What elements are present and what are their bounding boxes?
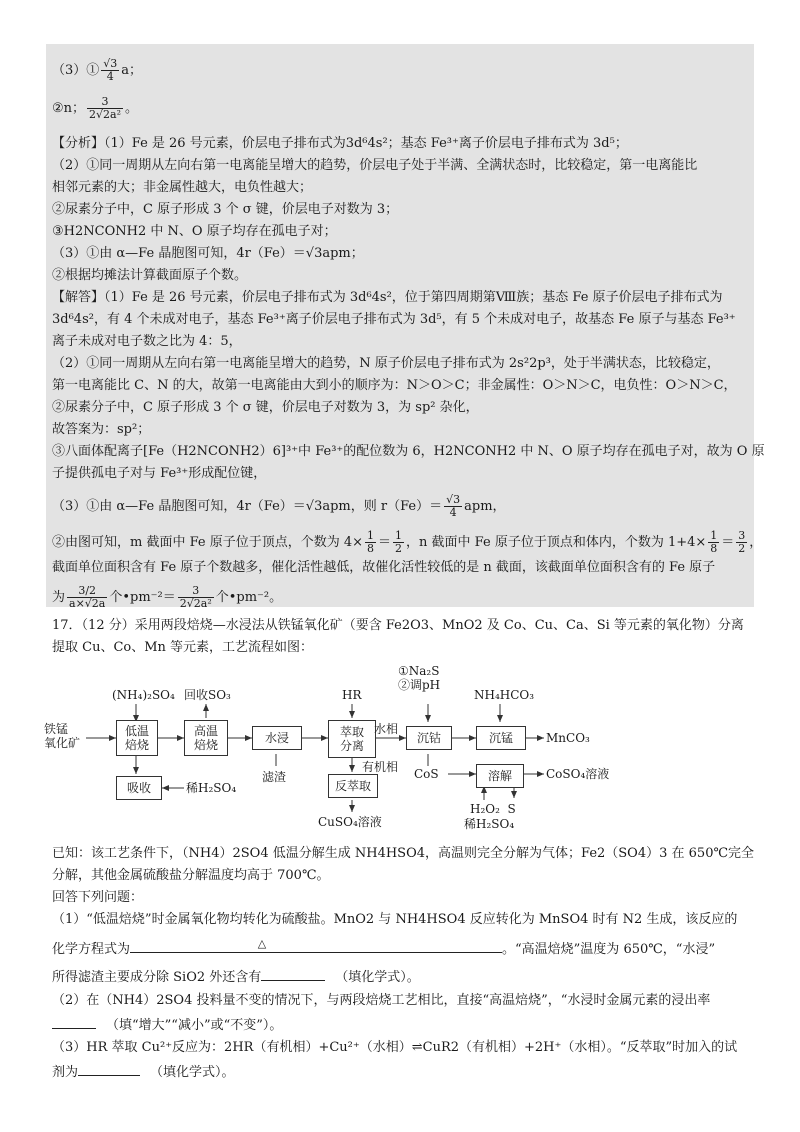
analysis-line: ②尿素分子中，C 原子形成 3 个 σ 键，价层电子对数为 3； bbox=[52, 202, 399, 217]
answer-3-2 bbox=[52, 96, 138, 121]
answer-blank[interactable] bbox=[130, 940, 250, 953]
text: （填化学式）。 bbox=[335, 970, 420, 985]
nh4hco3-label: NH₄HCO₃ bbox=[474, 688, 535, 702]
text: ②n； bbox=[52, 101, 86, 116]
solution-line: 子提供孤电子对与 Fe³⁺形成配位键， bbox=[52, 466, 267, 481]
extraction-separation-box: 萃取 分离 bbox=[328, 720, 376, 758]
text: ，n 截面中 Fe 原子位于顶点和体内，个数为 1+4× bbox=[406, 535, 707, 550]
analysis-line: 相邻元素的大；非金属性越大，电负性越大； bbox=[52, 180, 313, 195]
frac-num: √3 bbox=[103, 57, 118, 70]
answer-blank[interactable] bbox=[274, 940, 502, 953]
text: 化学方程式为 bbox=[52, 942, 131, 957]
fraction bbox=[101, 58, 119, 83]
back-extraction-box: 反萃取 bbox=[328, 774, 378, 798]
frac-den: 4 bbox=[106, 70, 114, 83]
text: ＝ bbox=[721, 535, 735, 550]
adjust-ph-label: ②调pH bbox=[398, 678, 441, 692]
question-3-blank-line bbox=[52, 1063, 235, 1081]
frac-num: 1 bbox=[395, 529, 403, 542]
question-2-line: （2）在（NH4）2SO4 投料量不变的情况下，与两段焙烧工艺相比，直接“高温焙烧”，“水浸时金属元素的浸出率 bbox=[52, 993, 711, 1008]
solution-line: （2）①同一周期从左向右第一电离能呈增大的趋势，N 原子价层电子排布式为 2s²2p³，处于半满状态，比较稳定， bbox=[52, 356, 720, 371]
fraction bbox=[365, 530, 376, 555]
text: 个•pm⁻²＝ bbox=[109, 590, 176, 605]
text: 所得滤渣主要成分除 SiO2 外还含有 bbox=[52, 970, 262, 985]
answer-3-1 bbox=[52, 58, 142, 83]
frac-num: 3 bbox=[87, 96, 123, 109]
analysis-line: 【分析】（1）Fe 是 26 号元素，价层电子排布式为3d⁶4s²；基态 Fe³⁺离子价层电子排布式为 3d⁵； bbox=[52, 136, 628, 151]
text: 。 bbox=[125, 101, 139, 116]
absorption-box: 吸收 bbox=[116, 776, 162, 800]
text: apm， bbox=[464, 499, 506, 514]
text: 个•pm⁻²。 bbox=[215, 590, 283, 605]
known-line: 已知：该工艺条件下，（NH4）2SO4 低温分解生成 NH4HSO4，高温则完全分解为气体；Fe2（SO4）3 在 650℃完全 bbox=[52, 846, 755, 861]
question-2-blank-line bbox=[52, 1016, 282, 1034]
solution-final-line bbox=[52, 585, 282, 610]
organic-phase-label: 有机相 bbox=[362, 760, 399, 774]
fraction bbox=[708, 530, 719, 555]
analysis-line: （2）①同一周期从左向右第一电离能呈增大的趋势，价层电子处于半满、全满状态时，比较稳定，第一电离能比 bbox=[52, 158, 698, 173]
question-1-residue-line bbox=[52, 968, 420, 986]
frac-num: 1 bbox=[367, 529, 375, 542]
text: （3）①由 α—Fe 晶胞图可知，4r（Fe）＝√3apm，则 r（Fe）＝ bbox=[52, 499, 443, 514]
frac-den: 2 bbox=[738, 542, 746, 555]
text: a； bbox=[121, 63, 143, 78]
filter-residue-label: 滤渣 bbox=[262, 770, 287, 784]
text: ②由图可知，m 截面中 Fe 原子位于顶点，个数为 4× bbox=[52, 535, 364, 550]
fraction bbox=[87, 96, 123, 121]
frac-den: 8 bbox=[367, 542, 375, 555]
frac-num: √3 bbox=[446, 493, 461, 506]
q17-intro: 17．（12 分）采用两段焙烧—水浸法从铁锰氧化矿（要含 Fe2O3、MnO2 及 Co、Cu、Ca、Si 等元素的氧化物）分离 bbox=[52, 618, 744, 633]
solution-line: ②尿素分子中，C 原子形成 3 个 σ 键，价层电子对数为 3，为 sp² 杂化， bbox=[52, 400, 479, 415]
fraction bbox=[444, 494, 462, 519]
cuso4-solution-label: CuSO₄溶液 bbox=[318, 815, 382, 829]
fraction bbox=[736, 530, 747, 555]
solution-radius-line bbox=[52, 494, 506, 519]
fraction bbox=[178, 585, 214, 610]
solution-line: 【解答】（1）Fe 是 26 号元素，价层电子排布式为 3d⁶4s²，位于第四周期第Ⅷ族；基态 Fe 原子价层电子排布式为 bbox=[52, 290, 723, 305]
raw-ore-label: 铁锰 氧化矿 bbox=[44, 722, 81, 750]
frac-num: 3 bbox=[738, 529, 746, 542]
ammonium-sulfate-label: (NH₄)₂SO₄ bbox=[112, 688, 175, 702]
text: （3）① bbox=[52, 63, 100, 78]
fraction bbox=[393, 530, 404, 555]
frac-den: 2√2a² bbox=[89, 108, 122, 121]
water-leaching-box: 水浸 bbox=[252, 726, 302, 750]
cobalt-precipitation-box: 沉钴 bbox=[406, 726, 452, 750]
dilute-h2so4-dissolve-label: 稀H₂SO₄ bbox=[464, 817, 515, 831]
solution-line: 故答案为：sp²； bbox=[52, 422, 151, 437]
dissolution-box: 溶解 bbox=[476, 764, 524, 788]
process-flow-diagram bbox=[44, 660, 754, 835]
frac-den: 2√2a² bbox=[179, 597, 212, 610]
question-3-line: （3）HR 萃取 Cu²⁺反应为：2HR（有机相）+Cu²⁺（水相）⇌CuR2（有机相）+2H⁺（水相）。“反萃取”时加入的试 bbox=[52, 1040, 738, 1055]
na2s-label: ①Na₂S bbox=[398, 664, 440, 678]
known-line: 回答下列问题： bbox=[52, 890, 144, 905]
solution-line: ③八面体配离子[Fe（H2NCONH2）6]³⁺中 Fe³⁺的配位数为 6，H2NCONH2 中 N、O 原子均存在孤电子对，故为 O 原 bbox=[52, 444, 765, 459]
frac-num: 1 bbox=[710, 529, 718, 542]
solution-line: 第一电离能比 C、N 的大，故第一电离能由大到小的顺序为：N＞O＞C；非金属性：O＞N＞C，电负性：O＞N＞C， bbox=[52, 378, 737, 393]
analysis-line: （3）①由 α—Fe 晶胞图可知，4r（Fe）＝√3apm； bbox=[52, 246, 364, 261]
h2o2-s-label: H₂O₂ S bbox=[470, 802, 516, 816]
text: ＝ bbox=[378, 535, 392, 550]
solution-line: 离子未成对电子数之比为 4：5， bbox=[52, 334, 242, 349]
low-temp-roasting-box: 低温 焙烧 bbox=[116, 720, 158, 756]
text: （填“增大”“减小”或“不变”）。 bbox=[106, 1018, 283, 1033]
dilute-sulfuric-acid-label: 稀H₂SO₄ bbox=[186, 781, 237, 795]
hr-label: HR bbox=[342, 688, 362, 702]
cos-label: CoS bbox=[414, 767, 439, 781]
answer-blank[interactable] bbox=[261, 968, 325, 981]
text: 。“高温焙烧”温度为 650℃，“水浸” bbox=[502, 942, 716, 957]
high-temp-roasting-box: 高温 焙烧 bbox=[184, 720, 228, 756]
manganese-precipitation-box: 沉锰 bbox=[476, 726, 526, 750]
text: 剂为 bbox=[52, 1065, 79, 1080]
answer-blank[interactable] bbox=[52, 1016, 96, 1029]
frac-den: a×√2a bbox=[69, 597, 106, 610]
q17-intro: 提取 Cu、Co、Mn 等元素，工艺流程如图： bbox=[52, 640, 314, 655]
answer-blank[interactable] bbox=[78, 1063, 140, 1076]
aqueous-phase-label: 水相 bbox=[374, 722, 399, 736]
question-1-equation-line bbox=[52, 937, 716, 959]
coso4-solution-label: CoSO₄溶液 bbox=[546, 767, 610, 781]
text: 为 bbox=[52, 590, 66, 605]
question-1-line: （1）“低温焙烧”时金属氧化物均转化为硫酸盐。MnO2 与 NH4HSO4 反应转化为 MnSO4 时有 N2 生成，该反应的 bbox=[52, 912, 738, 927]
frac-den: 8 bbox=[710, 542, 718, 555]
mnco3-label: MnCO₃ bbox=[546, 731, 590, 745]
text: ， bbox=[749, 535, 763, 550]
heat-symbol: △ bbox=[250, 936, 274, 953]
frac-den: 4 bbox=[449, 506, 457, 519]
solution-section-count-line bbox=[52, 530, 762, 555]
recover-so3-label: 回收SO₃ bbox=[184, 688, 231, 702]
analysis-line: ②根据均摊法计算截面原子个数。 bbox=[52, 268, 248, 283]
known-line: 分解，其他金属硫酸盐分解温度均高于 700℃。 bbox=[52, 868, 330, 883]
analysis-line: ③H2NCONH2 中 N、O 原子均存在孤电子对； bbox=[52, 224, 337, 239]
frac-num: 3/2 bbox=[67, 585, 107, 598]
solution-line: 3d⁶4s²，有 4 个未成对电子，基态 Fe³⁺离子价层电子排布式为 3d⁵，有 5 个未成对电子，故基态 Fe 原子与基态 Fe³⁺ bbox=[52, 312, 736, 327]
fraction bbox=[67, 585, 107, 610]
solution-line: 截面单位面积含有 Fe 原子个数越多，催化活性越低，故催化活性较低的是 n 截面，该截面单位面积含有的 Fe 原子 bbox=[52, 560, 716, 575]
frac-den: 2 bbox=[395, 542, 403, 555]
text: （填化学式）。 bbox=[150, 1065, 235, 1080]
frac-num: 3 bbox=[178, 585, 214, 598]
